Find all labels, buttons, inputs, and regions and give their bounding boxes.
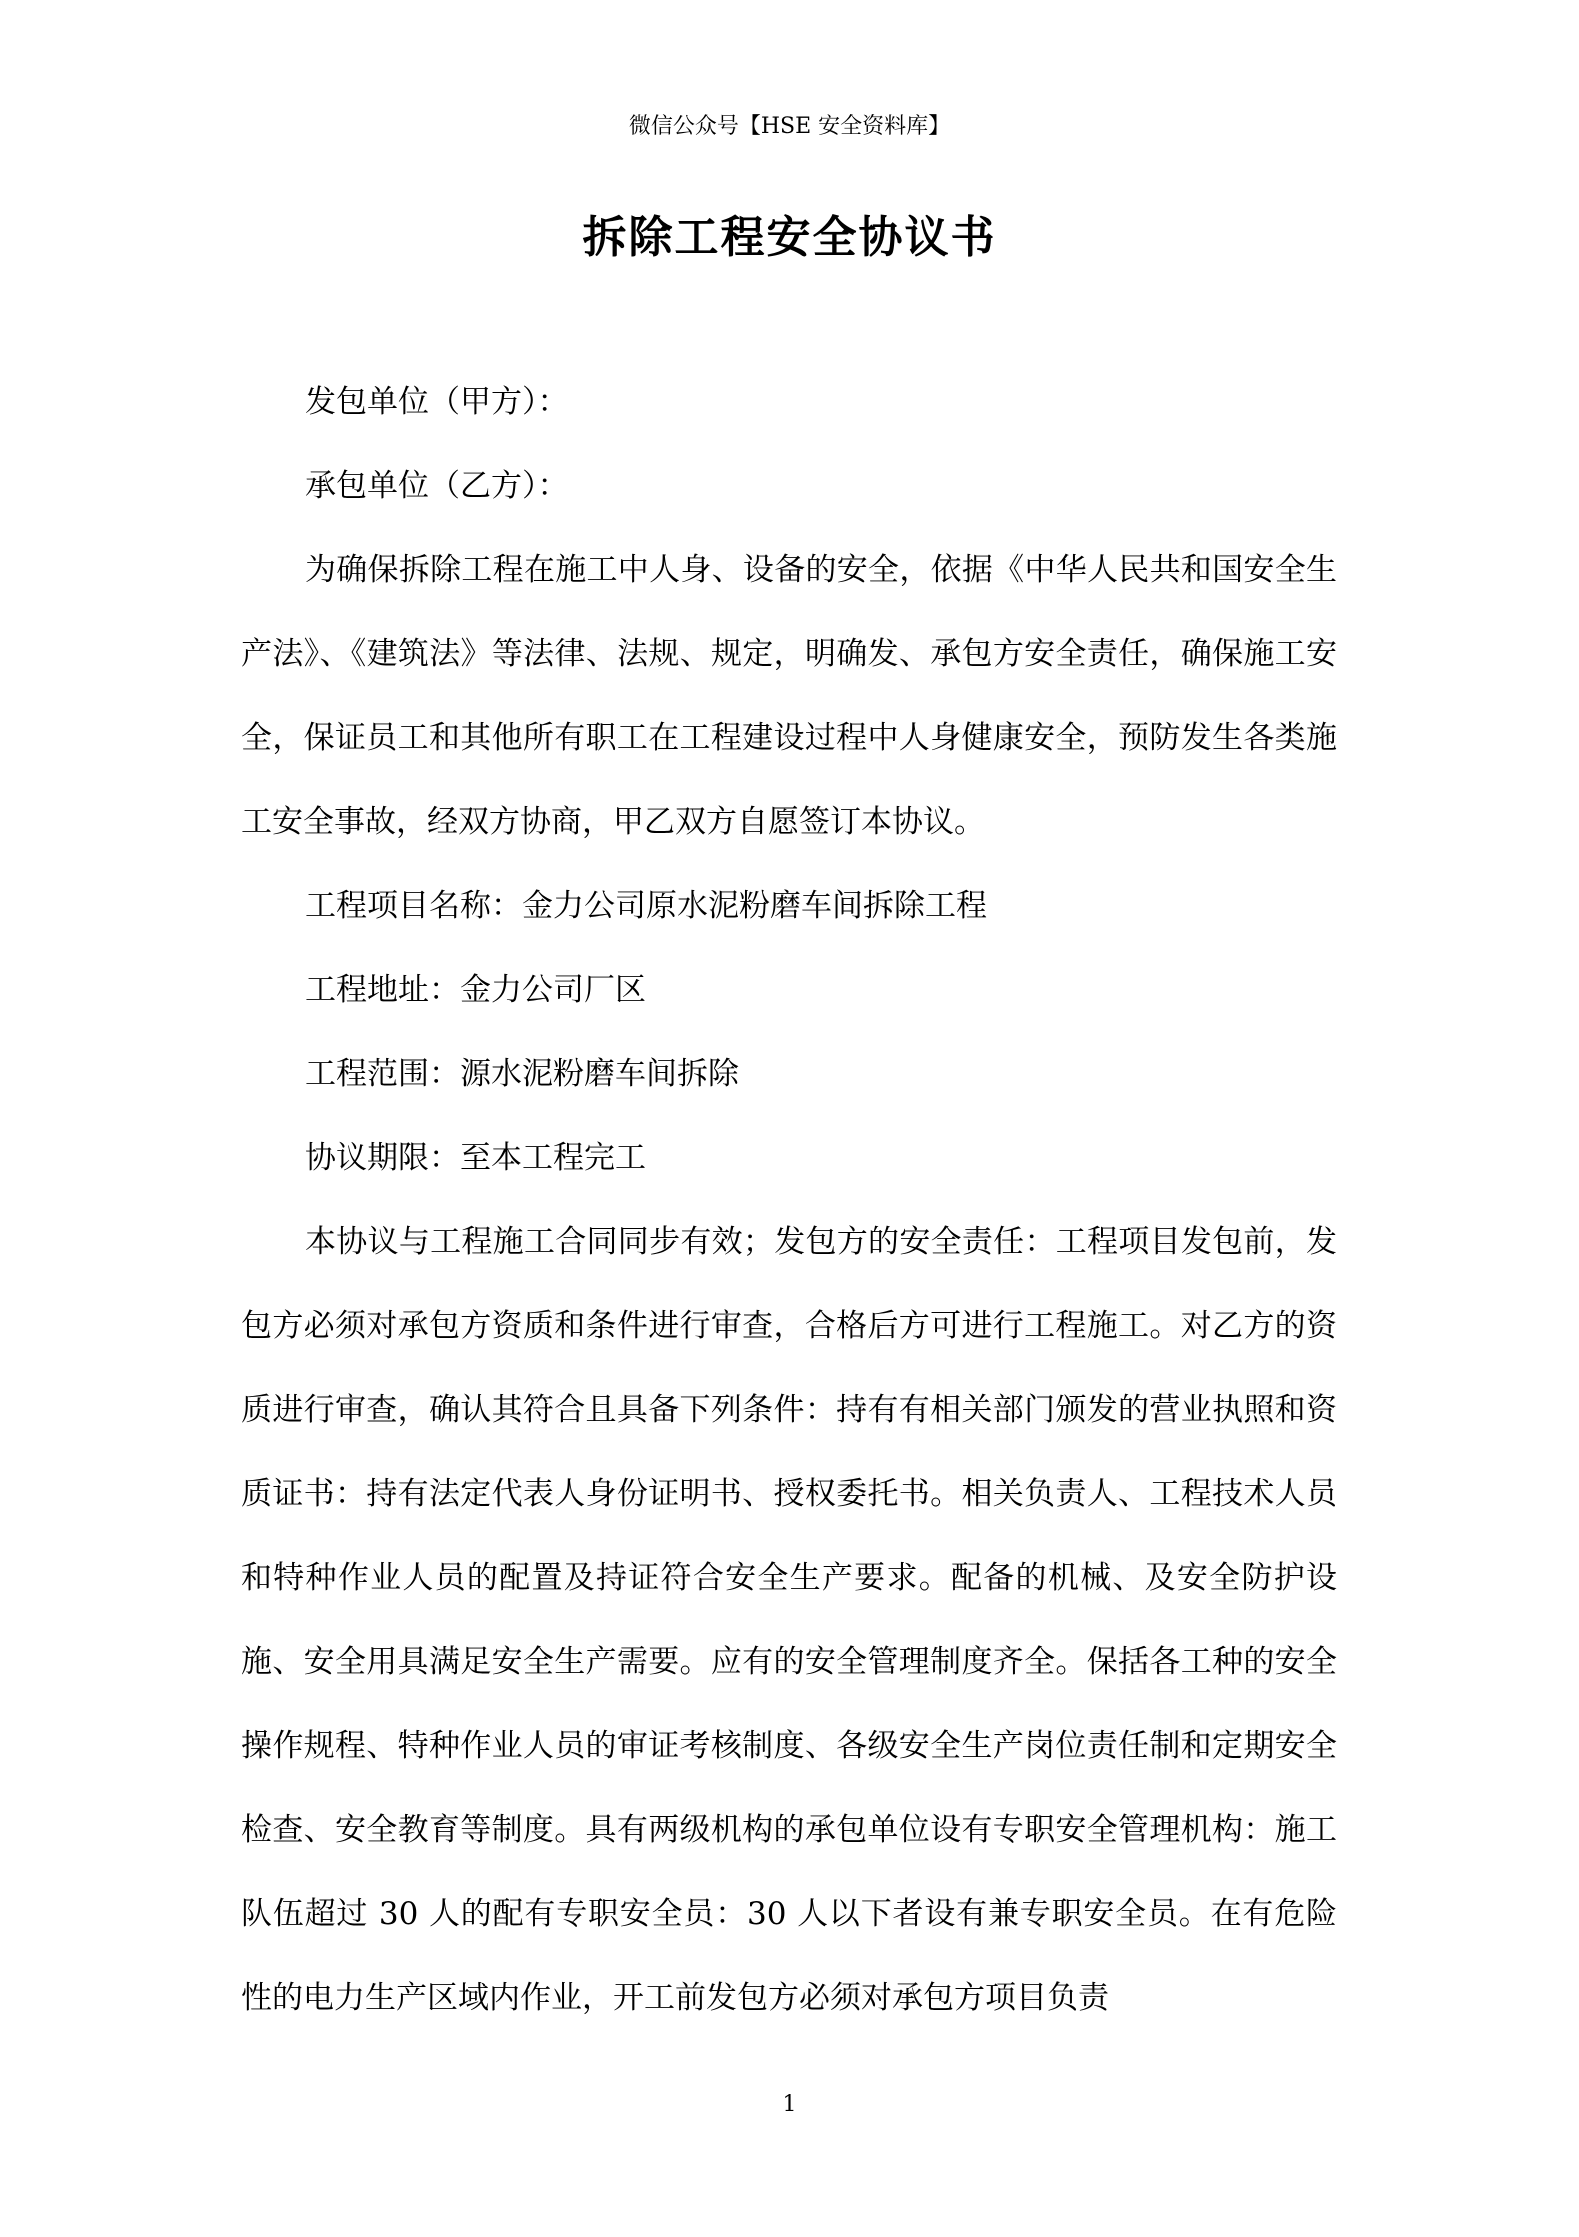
document-body bbox=[241, 360, 1337, 2040]
project-name-line: 工程项目名称：金力公司原水泥粉磨车间拆除工程 bbox=[305, 888, 987, 924]
agreement-term-line: 协议期限：至本工程完工 bbox=[305, 1140, 646, 1176]
responsibility-paragraph: 本协议与工程施工合同同步有效；发包方的安全责任：工程项目发包前，发包方必须对承包方资质和条件进行审查，合格后方可进行工程施工。对乙方的资质进行审查，确认其符合且具备下列条件：持有有相关部门颁发的营业执照和资质证书：持有法定代表人身份证明书、授权委托书。相关负责人、工程技术人员和特种作业人员的配置及持证符合安全生产要求。配备的机械、及安全防护设施、安全用具满足安全生产需要。应有的安全管理制度齐全。保括各工种的安全操作规程、特种作业人员的审证考核制度、各级安全生产岗位责任制和定期安全检查、安全教育等制度。具有两级机构的承包单位设有专职安全管理机构：施工队伍超过 30 人的配有专职安全员：30 人以下者设有兼专职安全员。在有危险性的电力生产区域内作业，开工前发包方必须对承包方项目负责 bbox=[241, 1224, 1337, 2016]
intro-paragraph: 为确保拆除工程在施工中人身、设备的安全，依据《中华人民共和国安全生产法》、《建筑法》等法律、法规、规定，明确发、承包方安全责任，确保施工安全，保证员工和其他所有职工在工程建设过程中人身健康安全，预防发生各类施工安全事故，经双方协商，甲乙双方自愿签订本协议。 bbox=[241, 552, 1337, 840]
project-scope-line: 工程范围：源水泥粉磨车间拆除 bbox=[305, 1056, 739, 1092]
party-a-line: 发包单位（甲方）： bbox=[305, 384, 569, 420]
project-address-line: 工程地址：金力公司厂区 bbox=[305, 972, 646, 1008]
document-title: 拆除工程安全协议书 bbox=[582, 212, 997, 263]
page-header: 微信公众号【HSE 安全资料库】 bbox=[628, 114, 951, 139]
page-number: 1 bbox=[782, 2092, 797, 2117]
party-b-line: 承包单位（乙方）： bbox=[305, 468, 569, 504]
